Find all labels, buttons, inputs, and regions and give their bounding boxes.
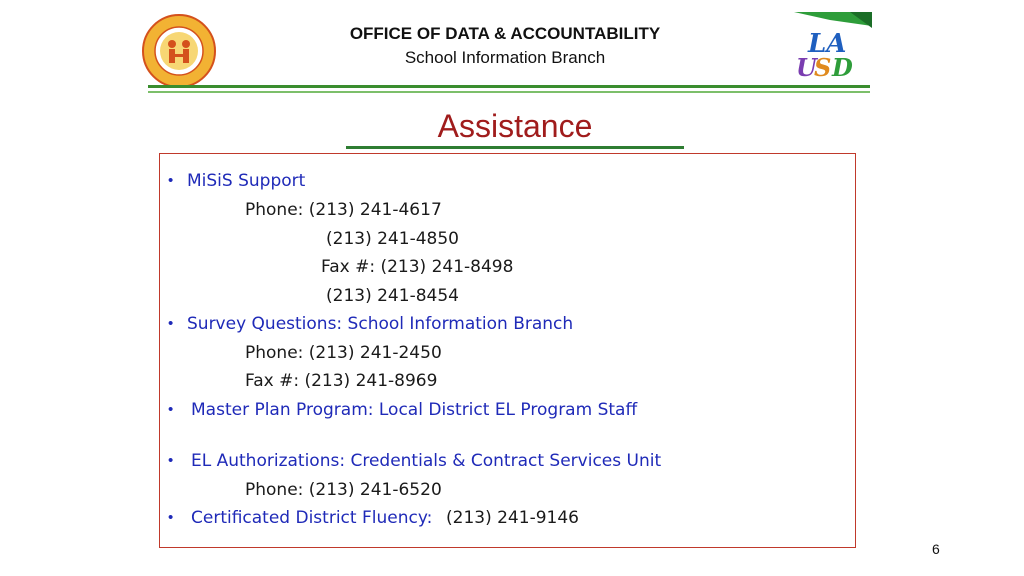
- title-underline: [346, 146, 684, 149]
- misis-fax-2: (213) 241-8454: [326, 286, 459, 306]
- svg-text:S: S: [814, 53, 832, 82]
- misis-fax: Fax #: (213) 241-8498: [321, 257, 514, 277]
- header-divider: [148, 85, 870, 88]
- bullet-icon: •: [168, 172, 174, 189]
- svg-text:D: D: [832, 53, 853, 82]
- bullet-icon: •: [168, 509, 174, 526]
- survey-phone: Phone: (213) 241-2450: [245, 343, 442, 363]
- el-authorizations-heading: EL Authorizations: Credentials & Contract Services Unit: [191, 451, 662, 471]
- misis-phone: Phone: (213) 241-4617: [245, 200, 442, 220]
- bullet-icon: •: [168, 452, 174, 469]
- misis-support-heading: MiSiS Support: [187, 171, 306, 191]
- misis-phone-2: (213) 241-4850: [326, 229, 459, 249]
- header-divider-thin: [148, 91, 870, 93]
- svg-text:LA: LA: [808, 29, 847, 59]
- lausd-logo: [790, 10, 874, 82]
- svg-text:U: U: [796, 53, 817, 82]
- bullet-icon: •: [168, 315, 174, 332]
- master-plan-heading: Master Plan Program: Local District EL Program Staff: [191, 400, 638, 420]
- page-number: 6: [932, 541, 940, 557]
- office-title: OFFICE OF DATA & ACCOUNTABILITY: [349, 24, 661, 43]
- slide-title: Assistance: [437, 108, 593, 144]
- district-seal-logo: [142, 14, 216, 88]
- fluency-phone: (213) 241-9146: [446, 508, 579, 528]
- bullet-icon: •: [168, 401, 174, 418]
- fluency-heading: Certificated District Fluency:: [191, 508, 433, 528]
- branch-subtitle: School Information Branch: [404, 48, 606, 67]
- survey-fax: Fax #: (213) 241-8969: [245, 371, 438, 391]
- survey-questions-heading: Survey Questions: School Information Branch: [187, 314, 574, 334]
- el-authorizations-phone: Phone: (213) 241-6520: [245, 480, 442, 500]
